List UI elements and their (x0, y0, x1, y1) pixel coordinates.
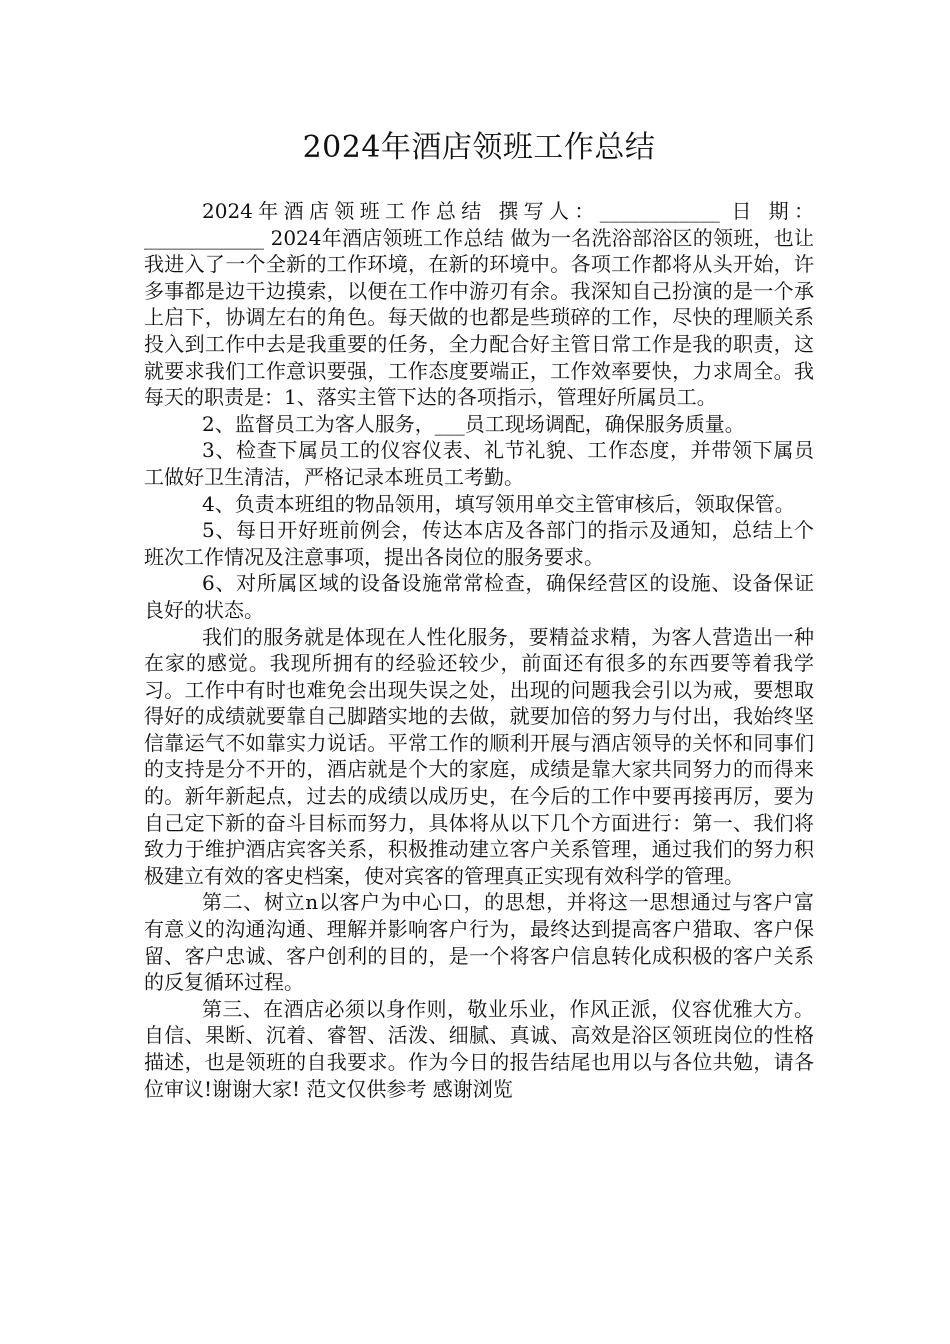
paragraph-duty-5: 5、每日开好班前例会，传达本店及各部门的指示及通知，总结上个班次工作情况及注意事项，提出各岗位的服务要求。 (144, 518, 814, 569)
paragraph-duty-2: 2、监督员工为客人服务，___员工现场调配，确保服务质量。 (202, 411, 745, 436)
paragraph-duty-3: 3、检查下属员工的仪容仪表、礼节礼貌、工作态度，并带领下属员工做好卫生清洁，严格记录本班员工考勤。 (144, 438, 814, 489)
paragraph-second: 第二、树立n以客户为中心口，的思想，并将这一思想通过与客户富有意义的沟通沟通、理解并影响客户行为，最终达到提高客户猎取、客户保留、客户忠诚、客户创利的目的，是一个将客户信息转化成积极的客户关系的反复循环过程。 (144, 890, 814, 995)
document-title: 2024年酒店领班工作总结 (302, 130, 656, 165)
paragraph-duty-4: 4、负责本班组的物品领用，填写领用单交主管审核后，领取保管。 (202, 491, 795, 516)
paragraph-intro: 2024年酒店领班工作总结 撰写人：____________ 日 期：____________ 2024年酒店领班工作总结 做为一名洗浴部浴区的领班，也让我进入了一个全新的工作环境，在新的环境中。各项工作都将从头开始，许多事都是边干边摸索，以便在工作中游刃有余。我深知自己扮演的是一个承上启下，协调左右的角色。每天做的也都是些琐碎的工作，尽快的理顺关系投入到工作中去是我重要的任务，全力配合好主管日常工作是我的职责，这就要求我们工作意识要强，工作态度要端正，工作效率要快，力求周全。我每天的职责是：1、落实主管下达的各项指示，管理好所属员工。 (144, 199, 814, 410)
paragraph-duty-6: 6、对所属区域的设备设施常常检查，确保经营区的设施、设备保证良好的状态。 (144, 571, 814, 622)
paragraph-third: 第三、在酒店必须以身作则，敬业乐业，作风正派，仪容优雅大方。自信、果断、沉着、睿智、活泼、细腻、真诚、高效是浴区领班岗位的性格描述，也是领班的自我要求。作为今日的报告结尾也用以与各位共勉，请各位审议!谢谢大家! 范文仅供参考 感谢浏览 (144, 996, 814, 1101)
paragraph-service: 我们的服务就是体现在人性化服务，要精益求精，为客人营造出一种在家的感觉。我现所拥有的经验还较少，前面还有很多的东西要等着我学习。工作中有时也难免会出现失误之处，出现的问题我会引以为戒，要想取得好的成绩就要靠自己脚踏实地的去做，就要加倍的努力与付出，我始终坚信靠运气不如靠实力说话。平常工作的顺利开展与酒店领导的关怀和同事们的支持是分不开的，酒店就是个大的家庭，成绩是靠大家共同努力的而得来的。新年新起点，过去的成绩以成历史，在今后的工作中要再接再厉，要为自己定下新的奋斗目标而努力，具体将从以下几个方面进行：第一、我们将致力于维护酒店宾客关系，积极推动建立客户关系管理，通过我们的努力积极建立有效的客史档案，使对宾客的管理真正实现有效科学的管理。 (144, 624, 814, 888)
document-body (144, 198, 814, 1102)
